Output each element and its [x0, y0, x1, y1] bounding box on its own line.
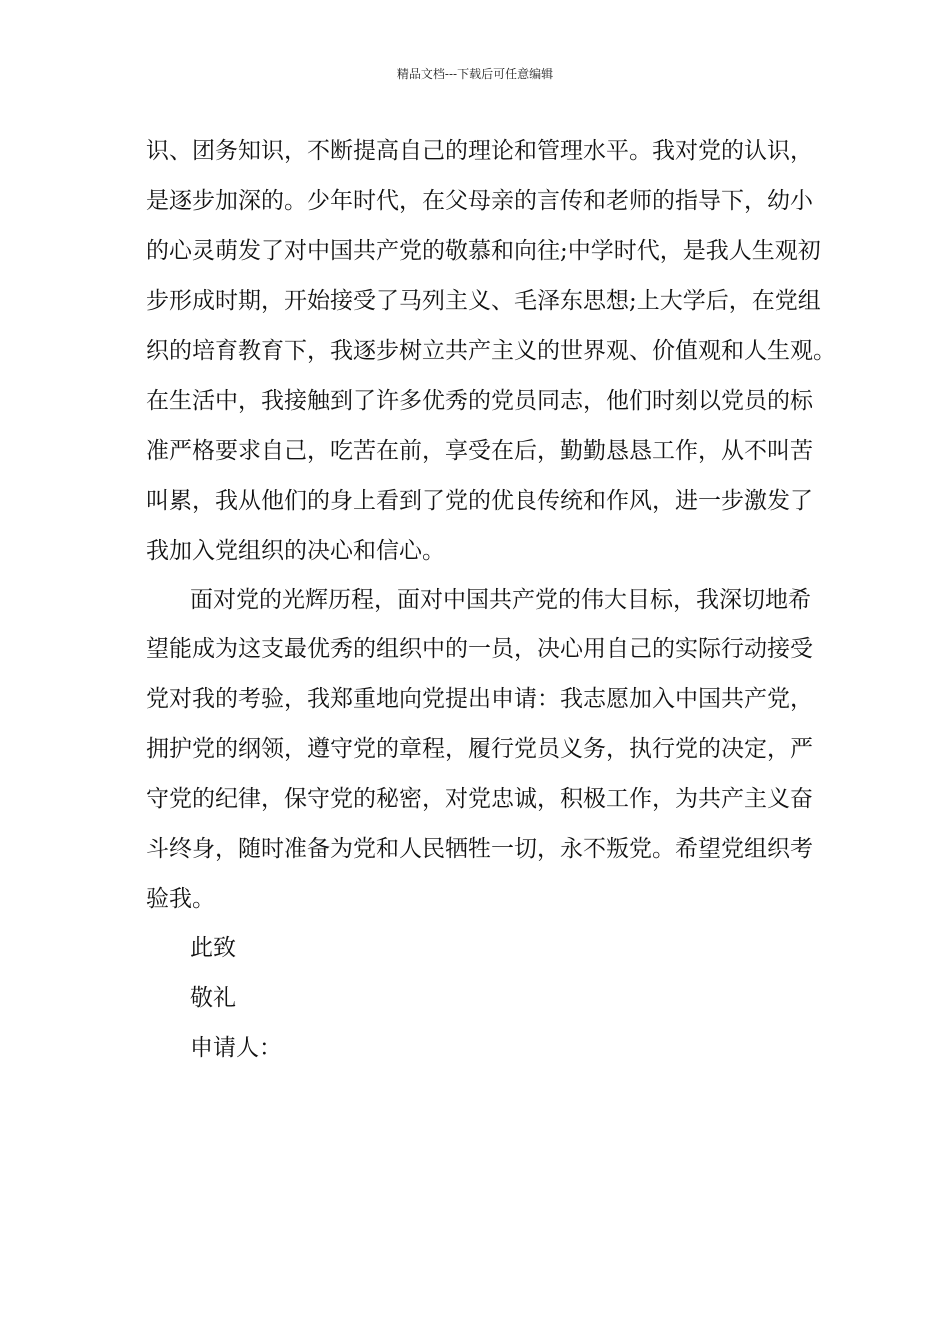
paragraph-line: 在生活中，我接触到了许多优秀的党员同志，他们时刻以党员的标 — [146, 388, 813, 414]
paragraph-line: 党对我的考验，我郑重地向党提出申请：我志愿加入中国共产党， — [146, 686, 813, 712]
paragraph-line: 斗终身，随时准备为党和人民牺牲一切，永不叛党。希望党组织考 — [146, 836, 813, 862]
paragraph-line: 准严格要求自己，吃苦在前，享受在后，勤勤恳恳工作，从不叫苦 — [146, 438, 813, 464]
applicant-label: 申请人： — [190, 1035, 282, 1061]
paragraph-line: 织的培育教育下，我逐步树立共产主义的世界观、价值观和人生观。 — [146, 338, 836, 364]
paragraph-line: 拥护党的纲领，遵守党的章程，履行党员义务，执行党的决定，严 — [146, 736, 813, 762]
regards: 敬礼 — [190, 985, 236, 1011]
page-header: 精品文档---下载后可任意编辑 — [396, 67, 554, 81]
paragraph-line: 的心灵萌发了对中国共产党的敬慕和向往;中学时代，是我人生观初 — [146, 238, 821, 264]
salutation: 此致 — [190, 935, 236, 961]
paragraph-line: 是逐步加深的。少年时代，在父母亲的言传和老师的指导下，幼小 — [146, 188, 813, 214]
paragraph-line: 望能成为这支最优秀的组织中的一员，决心用自己的实际行动接受 — [146, 636, 813, 662]
paragraph-line: 面对党的光辉历程，面对中国共产党的伟大目标，我深切地希 — [190, 587, 811, 613]
paragraph-line: 我加入党组织的决心和信心。 — [146, 538, 445, 564]
paragraph-line: 步形成时期，开始接受了马列主义、毛泽东思想;上大学后，在党组 — [146, 288, 821, 314]
paragraph-line: 识、团务知识，不断提高自己的理论和管理水平。我对党的认识， — [146, 138, 813, 164]
paragraph-line: 叫累，我从他们的身上看到了党的优良传统和作风，进一步激发了 — [146, 488, 813, 514]
paragraph-line: 守党的纪律，保守党的秘密，对党忠诚，积极工作，为共产主义奋 — [146, 786, 813, 812]
paragraph-line: 验我。 — [146, 886, 215, 912]
